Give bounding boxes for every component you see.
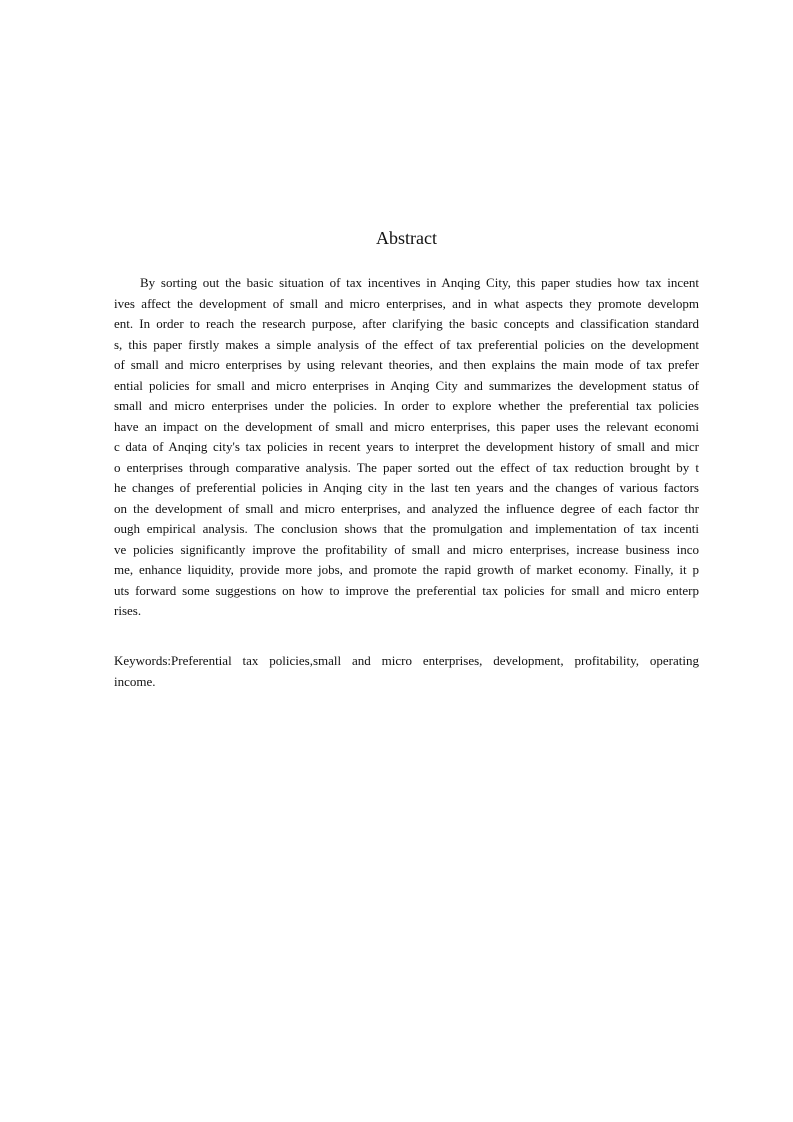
abstract-line: small and micro enterprises under the policies. In order to explore whether the preferential tax policies xyxy=(114,398,699,413)
abstract-line: ential policies for small and micro enterprises in Anqing City and summarizes the development status of xyxy=(114,377,699,393)
abstract-title: Abstract xyxy=(376,228,437,248)
abstract-line: have an impact on the development of small and micro enterprises, this paper uses the relevant economi xyxy=(114,418,699,434)
abstract-line: he changes of preferential policies in Anqing city in the last ten years and the changes of various factors xyxy=(114,480,699,495)
abstract-line: uts forward some suggestions on how to improve the preferential tax policies for small and micro enterp xyxy=(114,582,699,598)
abstract-body xyxy=(114,273,699,622)
abstract-line: ives affect the development of small and micro enterprises, and in what aspects they promote developm xyxy=(114,295,699,311)
abstract-line: c data of Anqing city's tax policies in recent years to interpret the development history of small and micr xyxy=(114,439,699,454)
keywords-section xyxy=(114,651,699,692)
abstract-line: s, this paper firstly makes a simple analysis of the effect of tax preferential policies on the development xyxy=(114,336,699,352)
abstract-line: on the development of small and micro enterprises, and analyzed the influence degree of each factor thr xyxy=(114,500,699,516)
abstract-line: rises. xyxy=(114,603,142,618)
abstract-line: By sorting out the basic situation of tax incentives in Anqing City, this paper studies how tax incent xyxy=(140,275,699,290)
keywords-line: Keywords:Preferential tax policies,small and micro enterprises, development, profitability, operating xyxy=(114,653,699,668)
abstract-line: o enterprises through comparative analysis. The paper sorted out the effect of tax reduction brought by t xyxy=(114,459,699,475)
abstract-line: ent. In order to reach the research purpose, after clarifying the basic concepts and classification standard xyxy=(114,316,699,331)
abstract-line: of small and micro enterprises by using relevant theories, and then explains the main mode of tax prefer xyxy=(114,357,699,372)
keywords-line: income. xyxy=(114,673,156,689)
abstract-line: me, enhance liquidity, provide more jobs, and promote the rapid growth of market economy. Finally, it p xyxy=(114,562,699,577)
abstract-line: ough empirical analysis. The conclusion shows that the promulgation and implementation of tax incenti xyxy=(114,521,699,536)
abstract-line: ve policies significantly improve the profitability of small and micro enterprises, increase business inco xyxy=(114,541,699,557)
